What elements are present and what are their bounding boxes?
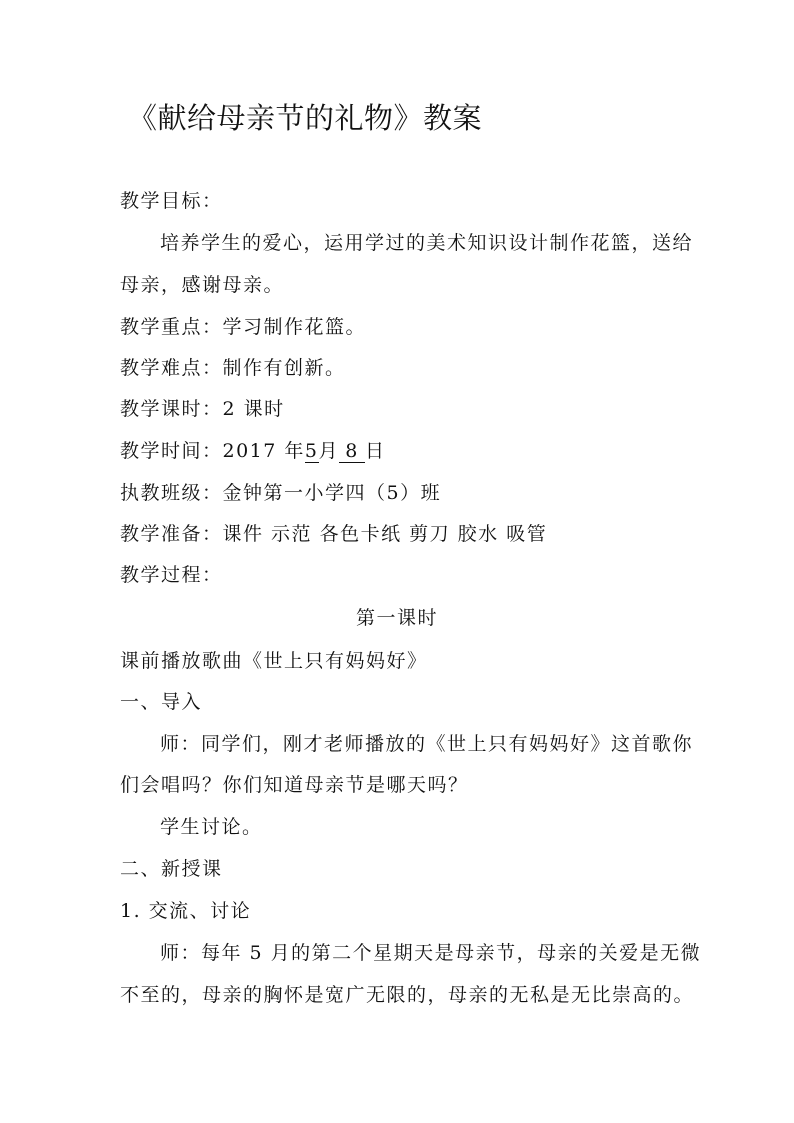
section-one-heading: 一、导入	[120, 691, 203, 713]
preparation: 教学准备：课件 示范 各色卡纸 剪刀 胶水 吸管	[120, 523, 548, 545]
pre-class-note: 课前播放歌曲《世上只有妈妈好》	[120, 650, 428, 672]
class-hours: 教学课时：2 课时	[120, 398, 285, 420]
section-two-teacher-line-1: 师：每年 5 月的第二个星期天是母亲节，母亲的关爱是无微	[160, 942, 702, 964]
difficulty: 教学难点：制作有创新。	[120, 357, 346, 379]
objective-text-line-1: 培养学生的爱心，运用学过的美术知识设计制作花篮，送给	[160, 232, 694, 254]
teaching-time-day-suffix: 日	[365, 440, 386, 462]
section-two-sub-heading: 1. 交流、讨论	[120, 900, 252, 922]
key-point: 教学重点：学习制作花篮。	[120, 316, 367, 338]
lesson-heading: 第一课时	[355, 607, 438, 629]
teaching-time-month-suffix: 月	[318, 440, 340, 462]
section-two-heading: 二、新授课	[120, 858, 223, 880]
process-label: 教学过程：	[120, 564, 223, 586]
teaching-time-day: 8	[339, 440, 365, 463]
section-one-students: 学生讨论。	[160, 816, 263, 838]
document-title: 《献给母亲节的礼物》教案	[128, 101, 483, 135]
objective-text-line-2: 母亲，感谢母亲。	[120, 274, 285, 296]
teaching-time-prefix: 教学时间：2017 年	[120, 440, 305, 462]
teaching-time-month: 5	[304, 440, 319, 462]
objective-label: 教学目标：	[120, 190, 223, 212]
section-one-teacher-line-2: 们会唱吗？你们知道母亲节是哪天吗？	[120, 774, 469, 796]
section-one-teacher-line-1: 师：同学们，刚才老师播放的《世上只有妈妈好》这首歌你	[160, 733, 694, 755]
teaching-time	[120, 438, 386, 464]
class-info: 执教班级：金钟第一小学四（5）班	[120, 482, 442, 504]
section-two-teacher-line-2: 不至的，母亲的胸怀是宽广无限的，母亲的无私是无比崇高的。	[120, 984, 695, 1006]
